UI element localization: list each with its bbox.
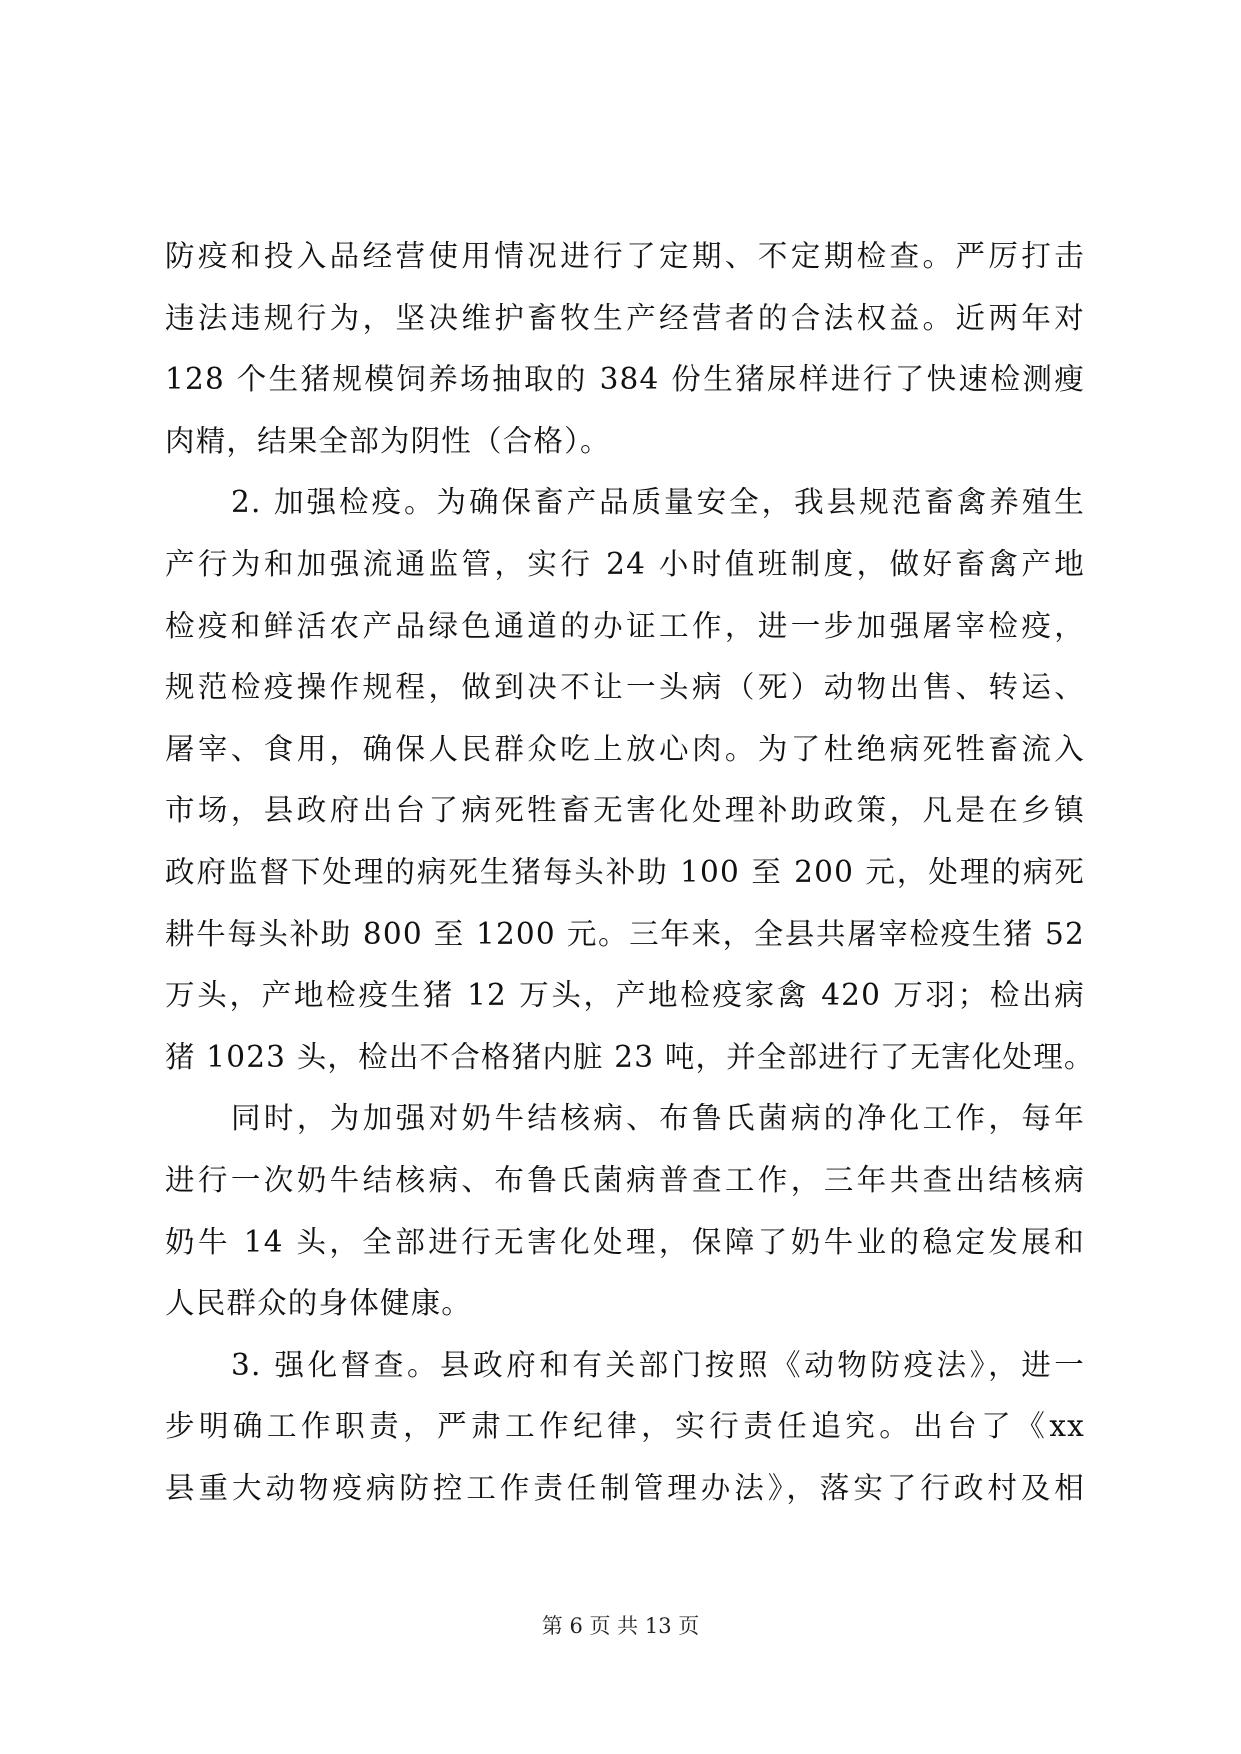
text-line: 奶牛 14 头，全部进行无害化处理，保障了奶牛业的稳定发展和 bbox=[165, 1224, 1085, 1259]
text-line: 屠宰、食用，确保人民群众吃上放心肉。为了杜绝病死牲畜流入 bbox=[165, 731, 1085, 766]
paragraph-dairy-disease bbox=[165, 1088, 1085, 1334]
text-line: 同时，为加强对奶牛结核病、布鲁氏菌病的净化工作，每年 bbox=[231, 1101, 1085, 1136]
text-line: 人民群众的身体健康。 bbox=[165, 1286, 473, 1321]
text-line: 耕牛每头补助 800 至 1200 元。三年来，全县共屠宰检疫生猪 52 bbox=[165, 916, 1085, 951]
text-line: 违法违规行为，坚决维护畜牧生产经营者的合法权益。近两年对 bbox=[165, 300, 1085, 335]
text-line: 128 个生猪规模饲养场抽取的 384 份生猪尿样进行了快速检测瘦 bbox=[165, 362, 1085, 397]
text-line: 猪 1023 头，检出不合格猪内脏 23 吨，并全部进行了无害化处理。 bbox=[165, 1039, 1095, 1074]
paragraph-strengthen-quarantine bbox=[165, 472, 1095, 1088]
text-line: 进行一次奶牛结核病、布鲁氏菌病普查工作，三年共查出结核病 bbox=[165, 1162, 1085, 1197]
page-number-footer: 第 6 页 共 13 页 bbox=[541, 1614, 700, 1638]
text-line: 政府监督下处理的病死生猪每头补助 100 至 200 元，处理的病死 bbox=[165, 854, 1085, 889]
paragraph-strengthen-supervision bbox=[165, 1335, 1085, 1520]
text-line: 肉精，结果全部为阴性（合格）。 bbox=[165, 423, 611, 458]
text-line: 防疫和投入品经营使用情况进行了定期、不定期检查。严厉打击 bbox=[165, 239, 1085, 273]
text-line: 步明确工作职责，严肃工作纪律，实行责任追究。出台了《xx bbox=[165, 1409, 1085, 1444]
text-line: 3. 强化督查。县政府和有关部门按照《动物防疫法》，进一 bbox=[231, 1347, 1085, 1382]
text-line: 2. 加强检疫。为确保畜产品质量安全，我县规范畜禽养殖生 bbox=[231, 485, 1085, 520]
document-body bbox=[165, 226, 1095, 1519]
text-line: 市场，县政府出台了病死牲畜无害化处理补助政策，凡是在乡镇 bbox=[165, 793, 1085, 828]
text-line: 检疫和鲜活农产品绿色通道的办证工作，进一步加强屠宰检疫， bbox=[165, 608, 1085, 643]
text-line: 万头，产地检疫生猪 12 万头，产地检疫家禽 420 万羽；检出病 bbox=[165, 978, 1085, 1013]
text-line: 规范检疫操作规程，做到决不让一头病（死）动物出售、转运、 bbox=[165, 670, 1085, 705]
paragraph-inspection-continuation bbox=[165, 226, 1085, 472]
text-line: 县重大动物疫病防控工作责任制管理办法》，落实了行政村及相 bbox=[165, 1470, 1085, 1505]
text-line: 产行为和加强流通监管，实行 24 小时值班制度，做好畜禽产地 bbox=[165, 546, 1085, 581]
